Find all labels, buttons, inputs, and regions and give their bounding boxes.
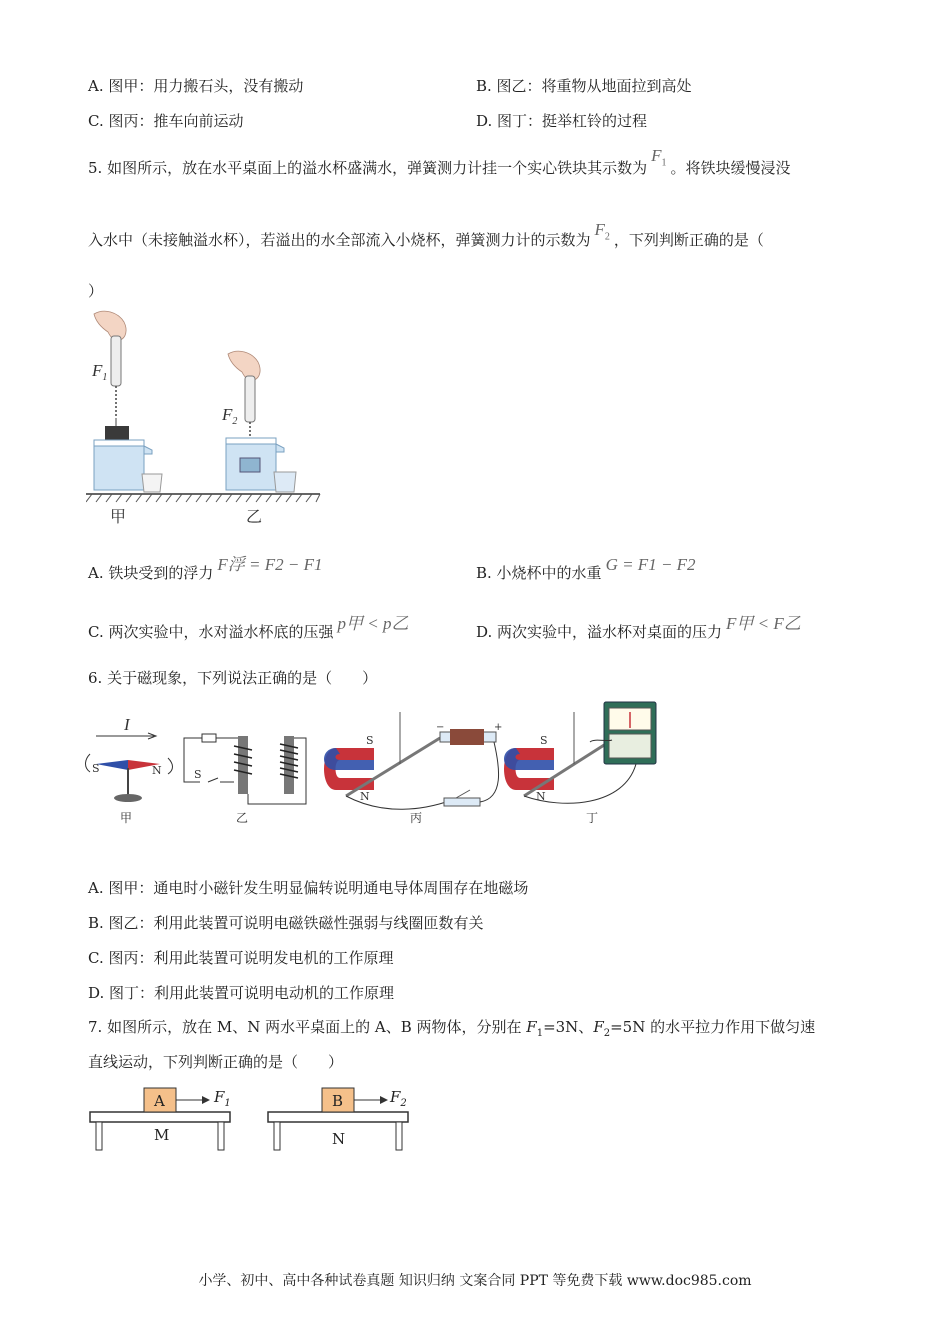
svg-text:+: +: [494, 722, 503, 733]
fig-f2-label: $F_2$: [222, 405, 238, 427]
q6-option-d: D. 图丁：利用此装置可说明电动机的工作原理: [88, 984, 395, 1002]
page-footer: 小学、初中、高中各种试卷真题 知识归纳 文案合同 PPT 等免费下载 www.doc985.com: [198, 1273, 752, 1289]
generator-diagram: [324, 712, 502, 825]
q6-option-b: B. 图乙：利用此装置可说明电磁铁磁性强弱与线圈匝数有关: [88, 914, 484, 932]
hand-icon: [228, 351, 260, 380]
q5-option-d: D. 两次实验中，溢水杯对桌面的压力 F甲 < F乙: [476, 614, 801, 641]
svg-text:乙: 乙: [236, 811, 249, 825]
q5-option-c: C. 两次实验中，水对溢水杯底的压强 p甲 < p乙: [88, 614, 409, 641]
q7-stem-line2: 直线运动，下列判断正确的是（ ）: [88, 1053, 344, 1071]
svg-text:丙: 丙: [410, 811, 423, 825]
table-m: [90, 1112, 230, 1122]
q5-stem-line3: ）: [88, 282, 104, 300]
svg-text:I: I: [124, 715, 130, 734]
q4-option-d: D. 图丁：挺举杠铃的过程: [476, 112, 648, 130]
q5-stem-line1: 5. 如图所示，放在水平桌面上的溢水杯盛满水，弹簧测力计挂一个实心铁块其示数为$F_1$ 。将铁块缓慢浸没: [88, 146, 791, 177]
svg-text:S: S: [540, 734, 548, 747]
magnetic-needle-diagram: [86, 715, 173, 825]
spring-scale-left: [111, 336, 121, 386]
table-m-label: M: [154, 1126, 170, 1144]
svg-text:N: N: [360, 790, 370, 803]
q5-option-a: A. 铁块受到的浮力 F浮 = F2 − F1: [88, 555, 323, 582]
fig-f1-label: $F_1$: [92, 361, 108, 383]
q6-option-a: A. 图甲：通电时小磁针发生明显偏转说明通电导体周围存在地磁场: [88, 879, 529, 897]
q4-option-b: B. 图乙：将重物从地面拉到高处: [476, 77, 692, 95]
arrow-f1-label: $F_1$: [214, 1088, 231, 1109]
q6-figure: [84, 698, 684, 826]
table-n: [268, 1112, 408, 1122]
motor-diagram: [504, 702, 656, 825]
q7-figure: [88, 1082, 418, 1156]
q4-option-c: C. 图丙：推车向前运动: [88, 112, 244, 130]
small-beaker-right: [274, 472, 296, 492]
svg-text:S: S: [366, 734, 374, 747]
electromagnet-diagram: [184, 734, 306, 825]
svg-text:A: A: [154, 1092, 165, 1110]
hand-icon: [94, 311, 126, 340]
svg-text:−: −: [436, 722, 445, 733]
svg-text:N: N: [152, 764, 162, 777]
spring-scale-right: [245, 376, 255, 422]
svg-text:N: N: [536, 790, 546, 803]
table-n-label: N: [332, 1130, 346, 1148]
svg-text:S: S: [92, 762, 100, 775]
q4-option-a: A. 图甲：用力搬石头，没有搬动: [88, 77, 304, 95]
svg-text:B: B: [332, 1092, 344, 1110]
fig-label-yi: 乙: [246, 507, 263, 526]
q7-stem-line1: 7. 如图所示，放在 M、N 两水平桌面上的 A、B 两物体，分别在 $F_1=3N$、$F_2=5N$ 的水平拉力作用下做匀速: [88, 1018, 816, 1039]
svg-text:甲: 甲: [120, 811, 133, 825]
q6-option-c: C. 图丙：利用此装置可说明发电机的工作原理: [88, 949, 394, 967]
svg-text:丁: 丁: [586, 811, 599, 825]
svg-text:S: S: [194, 768, 202, 781]
q5-option-b: B. 小烧杯中的水重 G = F1 − F2: [476, 555, 696, 582]
overflow-cup-left: [94, 444, 144, 490]
q5-stem-line2: 入水中（未接触溢水杯），若溢出的水全部流入小烧杯，弹簧测力计的示数为$F_2$ ，下列判断正确的是（: [88, 220, 764, 249]
q6-stem: 6. 关于磁现象，下列说法正确的是（ ）: [88, 669, 378, 687]
fig-label-jia: 甲: [110, 507, 127, 526]
iron-block-right: [240, 458, 260, 472]
small-beaker-left: [142, 474, 162, 492]
q5-figure: [86, 308, 326, 530]
arrow-f2-label: $F_2$: [390, 1088, 407, 1109]
